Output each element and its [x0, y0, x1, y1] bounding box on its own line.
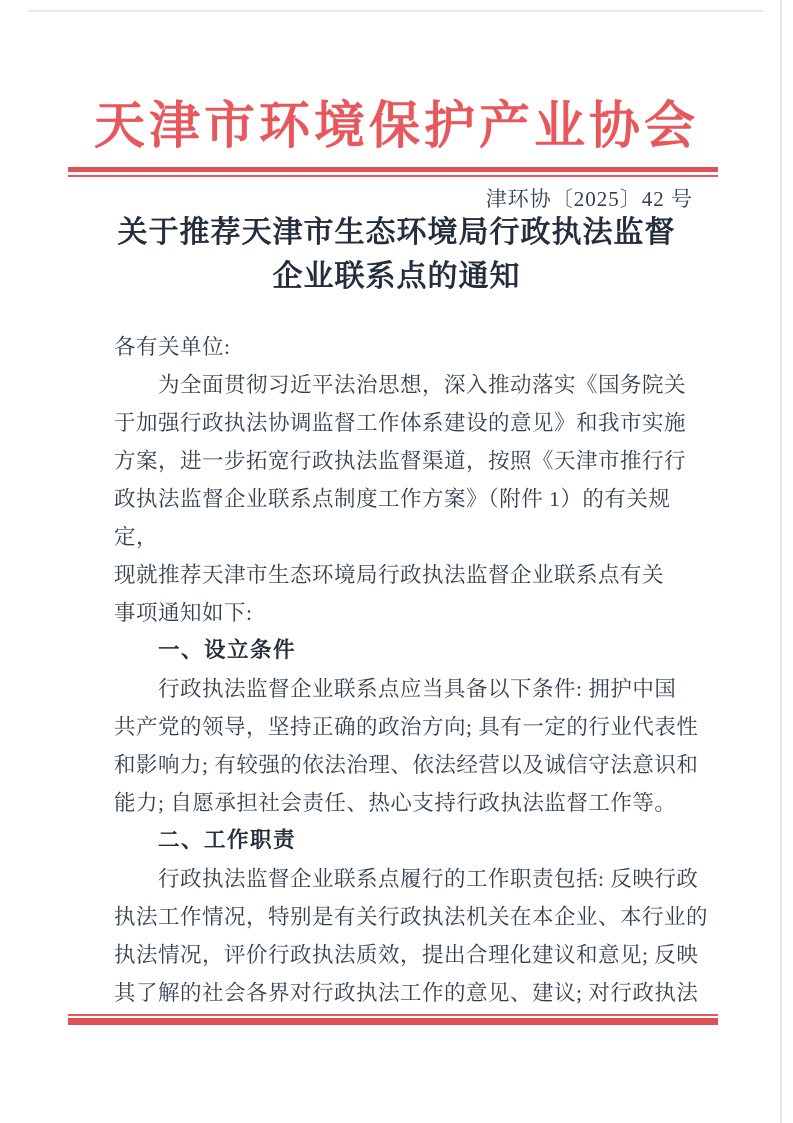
body-line: 各有关单位:: [114, 335, 231, 359]
section-heading: 一、设立条件: [158, 638, 297, 663]
body-line: 行政执法监督企业联系点履行的工作职责包括: 反映行政: [158, 867, 699, 891]
body-line: 政执法监督企业联系点制度工作方案》（附件 1）的有关规: [114, 487, 671, 511]
body-line: 于加强行政执法协调监督工作体系建设的意见》和我市实施: [114, 411, 687, 435]
body-line: 定，: [114, 525, 159, 549]
body-line: 为全面贯彻习近平法治思想，深入推动落实《国务院关: [158, 373, 687, 397]
body-line: 事项通知如下:: [114, 601, 253, 625]
document-title-line1: 关于推荐天津市生态环境局行政执法监督: [117, 216, 676, 249]
body-line: 现就推荐天津市生态环境局行政执法监督企业联系点有关: [114, 563, 665, 587]
scan-artifact-top-edge: [28, 10, 763, 12]
letterhead-rule-thin: [68, 175, 718, 177]
document-title-line2: 企业联系点的通知: [272, 260, 521, 293]
body-line: 其了解的社会各界对行政执法工作的意见、建议; 对行政执法: [114, 981, 699, 1005]
document-number: 津环协〔2025〕42 号: [485, 187, 693, 211]
body-line: 行政执法监督企业联系点应当具备以下条件: 拥护中国: [158, 677, 677, 701]
body-line: 执法工作情况，特别是有关行政执法机关在本企业、本行业的: [114, 905, 709, 929]
scan-artifact-right-edge: [780, 0, 782, 1123]
body-line: 能力; 自愿承担社会责任、热心支持行政执法监督工作等。: [114, 791, 677, 815]
document-title: [0, 211, 793, 299]
footer-rule-thin: [68, 1014, 718, 1016]
footer-rule-thick: [68, 1018, 718, 1025]
section-heading: 二、工作职责: [158, 828, 297, 853]
letterhead-rule-thick: [68, 167, 718, 172]
body-line: 方案，进一步拓宽行政执法监督渠道，按照《天津市推行行: [114, 449, 687, 473]
document-body: [114, 328, 709, 1012]
body-line: 执法情况，评价行政执法质效，提出合理化建议和意见; 反映: [114, 943, 699, 967]
body-line: 共产党的领导，坚持正确的政治方向; 具有一定的行业代表性: [114, 715, 699, 739]
letterhead-org-name: 天津市环境保护产业协会: [93, 99, 699, 155]
body-line: 和影响力; 有较强的依法治理、依法经营以及诚信守法意识和: [114, 753, 699, 777]
